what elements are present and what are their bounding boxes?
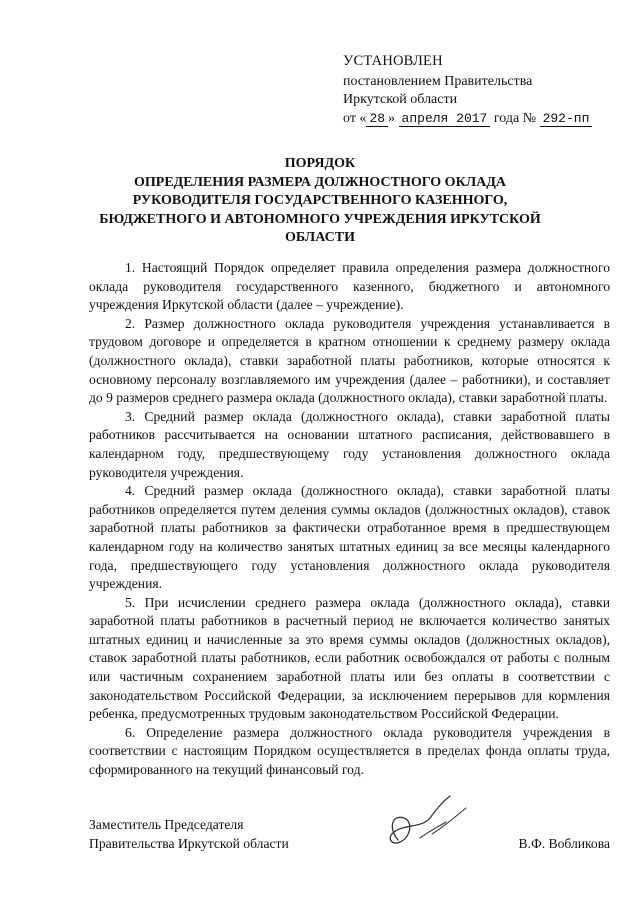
- signature-block: [89, 815, 610, 853]
- paragraph-1: 1. Настоящий Порядок определяет правила определения размера должностного оклада руководителя государственного казенного, бюджетного и автономного учреждения Иркутской области (далее – учреждение).: [89, 260, 610, 313]
- decree-number: 292-пп: [540, 111, 593, 127]
- document-title: [80, 155, 560, 248]
- date-day: 28: [366, 111, 388, 127]
- document-body: [89, 259, 610, 780]
- title-line-2: ОПРЕДЕЛЕНИЯ РАЗМЕРА ДОЛЖНОСТНОГО ОКЛАДА: [134, 174, 506, 190]
- paragraph-3: 3. Средний размер оклада (должностного оклада), ставки заработной платы работников рассчитывается на основании штатного расписания, действовавшего в календарном году, предшествующему году установления должностного оклада руководителя учреждения.: [89, 408, 610, 480]
- title-line-5: ОБЛАСТИ: [285, 230, 355, 245]
- paragraph-2: 2. Размер должностного оклада руководителя учреждения устанавливается в трудовом договоре и определяется в кратном отношении к среднему размеру оклада (должностного оклада), ставки заработной платы работников, которые относятся к основному персоналу возглавляемого им учреждения (далее – работники), и составляет до 9 размеров среднего размера оклада (должностного оклада), ставки заработной платы.: [89, 315, 610, 406]
- approval-line-2: Иркутской области: [343, 92, 458, 107]
- date-prefix: от «: [343, 110, 367, 126]
- approval-line-1: постановлением Правительства: [343, 73, 533, 89]
- signatory-name: В.Ф. Вобликова: [518, 836, 610, 851]
- approval-stamp: [343, 52, 633, 128]
- paragraph-4: 4. Средний размер оклада (должностного оклада), ставки заработной платы работников определяется путем деления суммы окладов (должностных окладов), ставок заработной платы работников за фактически отработанное время в предшествующем календарном году на количество занятых штатных единиц за все месяцы календарного года, предшествующего году установления должностного оклада руководителя учреждения.: [89, 483, 610, 592]
- approval-date-line: [343, 110, 633, 129]
- paragraph-6: 6. Определение размера должностного оклада руководителя учреждения в соответствии с настоящим Порядком осуществляется в пределах фонда оплаты труда, сформированного на текущий финансовый год.: [89, 724, 610, 778]
- title-line-4: БЮДЖЕТНОГО И АВТОНОМНОГО УЧРЕЖДЕНИЯ ИРКУТСКОЙ: [99, 211, 541, 227]
- signatory-position-2: Правительства Иркутской области: [89, 836, 289, 851]
- date-day-suffix: »: [388, 110, 396, 126]
- date-year-suffix: года №: [493, 110, 537, 126]
- date-month-year: апреля 2017: [399, 111, 491, 127]
- paragraph-5: 5. При исчислении среднего размера оклада (должностного оклада), ставки заработной платы работников в расчетный период не включается количество занятых штатных единиц и начисленные за это время суммы окладов (должностных окладов), ставок заработной платы работников, если работник освобождался от работы с полным или частичным сохранением заработной платы или без оплаты в соответствии с законодательством Российской Федерации, за исключением перерывов для кормления ребенка, предусмотренных трудовым законодательством Российской Федерации.: [89, 594, 610, 722]
- title-line-3: РУКОВОДИТЕЛЯ ГОСУДАРСТВЕННОГО КАЗЕННОГО,: [132, 193, 508, 208]
- approval-heading: УСТАНОВЛЕН: [343, 53, 443, 69]
- signatory-position-1: Заместитель Председателя: [89, 817, 244, 832]
- title-line-1: ПОРЯДОК: [284, 156, 356, 171]
